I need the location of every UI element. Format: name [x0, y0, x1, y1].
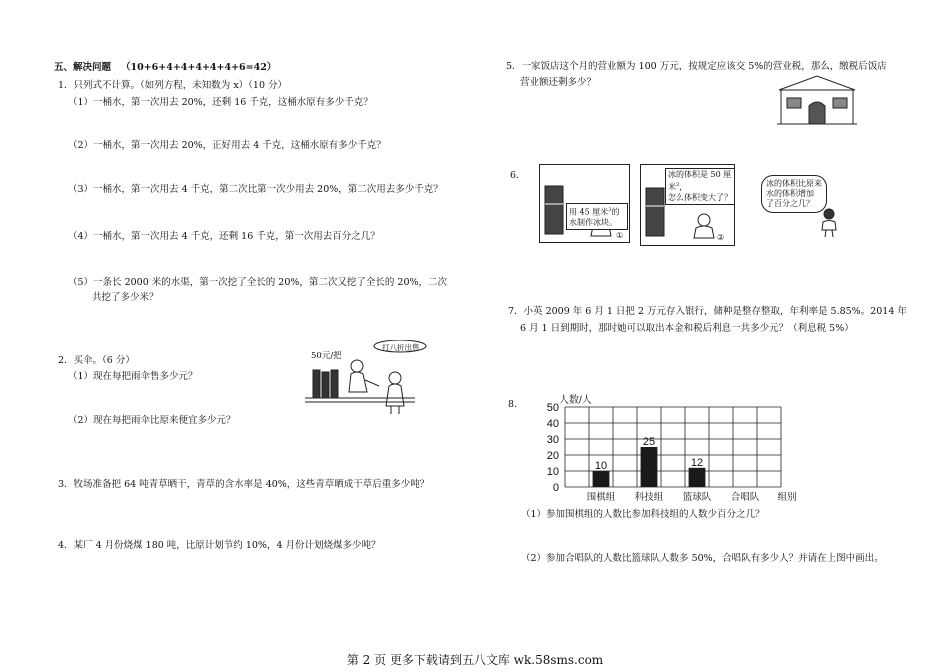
chart-data-label: 25: [642, 436, 656, 448]
q2-sub1: （1）现在每把雨伞售多少元？: [68, 371, 198, 382]
chart-xlabel: 组别: [777, 492, 797, 503]
q2-sub2: （2）现在每把雨伞比原来便宜多少元？: [68, 415, 236, 426]
q1-sub1: （1）一桶水，第一次用去 20%，还剩 16 千克，这桶水原有多少千克？: [68, 97, 373, 108]
chart-bar: [641, 447, 658, 487]
q5-line2: 营业额还剩多少？: [520, 77, 597, 88]
q1-sub4: （4）一桶水，第一次用去 4 千克，还剩 16 千克，第一次用去百分之几？: [68, 231, 380, 242]
chart-bar: [593, 471, 610, 487]
chart-bar: [689, 468, 706, 487]
q6-panel1-text: 用 45 厘米$^3$的 水制作冰块。: [566, 203, 628, 230]
q6-panel3-character: [818, 208, 840, 242]
umbrella-sale-bubble: 打八折出售: [382, 343, 420, 352]
q8-sub1: （1）参加围棋组的人数比参加科技组的人数少百分之几？: [521, 509, 765, 520]
q1-sub3: （3）一桶水，第一次用去 4 千克，第二次比第一次少用去 20%，第二次用去多少千克？: [68, 184, 443, 195]
chart-ytick-label: 50: [546, 402, 559, 414]
chart-xtick-label: 篮球队: [682, 492, 712, 503]
chart-data-label: 12: [690, 456, 704, 469]
q3: 3．牧场准备把 64 吨青草晒干，青草的含水率是 40%，这些青草晒成干草后重多少吨？: [58, 479, 430, 490]
chart-xtick-label: 围棋组: [586, 492, 616, 503]
chart-ylabel: 人数/人: [559, 395, 592, 406]
chart-ytick-label: 20: [546, 450, 559, 462]
chart-ytick-label: 0: [552, 482, 559, 494]
q5-line1: 5．一家饭店这个月的营业额为 100 万元，按规定应该交 5%的营业税，那么，缴税后饭店: [506, 61, 887, 72]
chart-ytick-label: 30: [546, 434, 559, 446]
q2-head: 2．买伞。（6 分）: [58, 355, 135, 366]
q6-panel1-mark: ①: [616, 231, 624, 240]
q1-sub5a: （5）一条长 2000 米的水渠，第一次挖了全长的 20%，第二次又挖了全长的 20%，二次: [68, 277, 448, 288]
q4: 4．某厂 4 月份烧煤 180 吨，比原计划节约 10%，4 月份计划烧煤多少吨？: [58, 540, 381, 551]
section-title: 五、解决问题 （10+6+4+4+4+4+4+6=42）: [54, 62, 277, 73]
q6-number: 6.: [510, 170, 520, 181]
chart-xtick-label: 科技组: [634, 492, 664, 503]
q1-sub5b: 共挖了多少米？: [92, 292, 159, 303]
q8-number: 8.: [508, 399, 518, 410]
chart-ytick-label: 40: [546, 418, 559, 430]
q1-sub2: （2）一桶水，第一次用去 20%，正好用去 4 千克，这桶水原有多少千克？: [68, 140, 386, 151]
q7-line1: 7．小英 2009 年 6 月 1 日把 2 万元存入银行，储种是整存整取，年利率是 5.85%。2014 年: [508, 306, 907, 317]
chart-xtick-label: 合唱队: [730, 492, 760, 503]
q6-panel2-text: 冰的体积是 50 厘米$^3$， 怎么体积变大了？: [665, 168, 735, 205]
q1-head: 1．只列式不计算。（如列方程，未知数为 x）（10 分）: [58, 80, 288, 91]
q6-panel3-bubble: 冰的体积比原来 水的体积增加 了百分之几？: [761, 175, 827, 213]
page-footer: 第 2 页 更多下载请到五八文库 wk.58sms.com: [346, 653, 604, 667]
q7-line2: 6 月 1 日到期时，那时她可以取出本金和税后利息一共多少元？（利息税 5%）: [520, 323, 854, 334]
q6-panel2-mark: ②: [717, 233, 725, 242]
q8-bar-chart: [515, 391, 815, 511]
chart-ytick-label: 10: [546, 466, 559, 478]
section-score: （10+6+4+4+4+4+4+6=42）: [120, 62, 277, 73]
chart-data-label: 10: [594, 460, 608, 472]
restaurant-illustration: [775, 74, 860, 128]
q8-sub2: （2）参加合唱队的人数比篮球队人数多 50%，合唱队有多少人？并请在上图中画出。: [521, 553, 884, 564]
umbrella-price-tag: 50元/把: [311, 351, 342, 361]
